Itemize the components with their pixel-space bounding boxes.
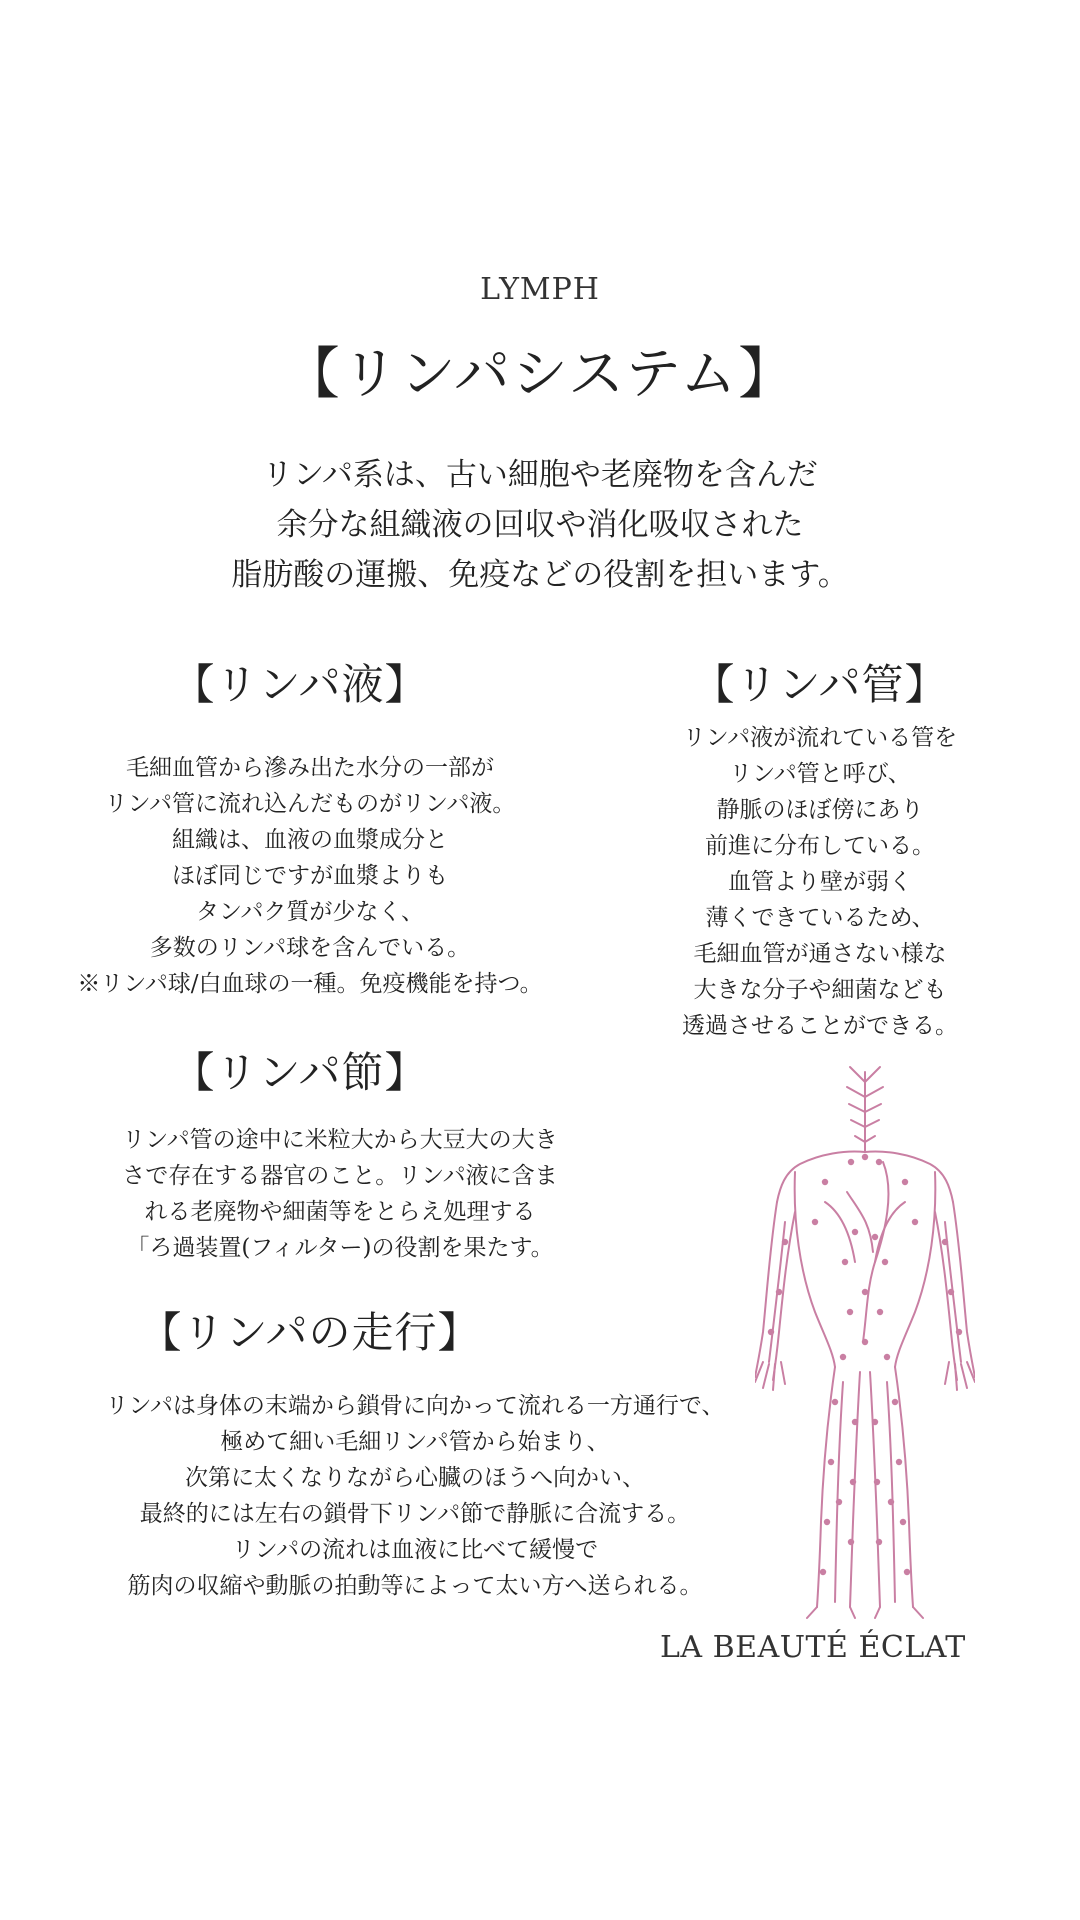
lymph-node-dot xyxy=(850,1479,856,1485)
text-line: 透過させることができる。 xyxy=(682,1013,958,1039)
text-line: リンパ液が流れている管を xyxy=(682,725,958,751)
lymph-node-dot xyxy=(782,1239,788,1245)
lymph-node-dot xyxy=(912,1219,918,1225)
section-text-lymph-fluid xyxy=(20,750,600,1002)
text-line: 最終的には左右の鎖骨下リンパ節で静脈に合流する。 xyxy=(139,1501,691,1527)
text-line: リンパ管に流れ込んだものがリンパ液。 xyxy=(104,791,516,817)
section-text-lymph-node xyxy=(40,1122,640,1266)
lymph-node-dot xyxy=(847,1309,853,1315)
lymph-node-dot xyxy=(874,1479,880,1485)
lymph-node-dot xyxy=(828,1459,834,1465)
text-line: 筋肉の収縮や動脈の拍動等によって太い方へ送られる。 xyxy=(127,1573,703,1599)
section-text-lymph-vessel xyxy=(620,720,1020,1044)
section-heading-lymph-flow: 【リンパの走行】 xyxy=(139,1308,481,1357)
section-heading-lymph-node: 【リンパ節】 xyxy=(172,1048,428,1097)
intro-line: 脂肪酸の運搬、免疫などの役割を担います。 xyxy=(231,557,849,593)
text-line: 多数のリンパ球を含んでいる。 xyxy=(149,935,471,961)
lymph-node-dot xyxy=(824,1519,830,1525)
text-line: 静脈のほぼ傍にあり xyxy=(716,797,924,823)
lymph-node-dot xyxy=(820,1569,826,1575)
lymph-node-dot xyxy=(902,1179,908,1185)
lymph-node-dot xyxy=(842,1259,848,1265)
lymphatic-body-illustration-icon xyxy=(755,1062,975,1622)
lymph-node-dot xyxy=(832,1399,838,1405)
lymph-node-dot xyxy=(882,1259,888,1265)
lymph-node-dot xyxy=(956,1329,962,1335)
text-line: 組織は、血液の血漿成分と xyxy=(172,827,448,853)
text-line: 毛細血管から滲み出た水分の一部が xyxy=(126,755,494,781)
lymph-node-dot xyxy=(876,1159,882,1165)
lymph-node-dot xyxy=(942,1239,948,1245)
text-line: リンパ管と呼び、 xyxy=(729,761,911,787)
lymph-node-dot xyxy=(862,1289,868,1295)
lymph-node-dot xyxy=(900,1519,906,1525)
brand-logo-text: LA BEAUTÉ ÉCLAT xyxy=(660,1630,966,1665)
text-line: ほぼ同じですが血漿よりも xyxy=(172,863,448,889)
lymph-node-dot xyxy=(840,1354,846,1360)
intro-line: リンパ系は、古い細胞や老廃物を含んだ xyxy=(262,457,818,493)
lymph-node-dot xyxy=(872,1419,878,1425)
lymph-node-dot xyxy=(892,1399,898,1405)
lymph-node-dot xyxy=(768,1329,774,1335)
text-line: 極めて細い毛細リンパ管から始まり、 xyxy=(220,1429,610,1455)
lymph-node-dot xyxy=(836,1499,842,1505)
text-line: 次第に太くなりながら心臓のほうへ向かい、 xyxy=(185,1465,645,1491)
text-line: ※リンパ球/白血球の一種。免疫機能を持つ。 xyxy=(77,971,543,997)
text-line: 「ろ過装置(フィルター)の役割を果たす。 xyxy=(126,1235,554,1261)
text-line: 血管より壁が弱く xyxy=(728,869,912,895)
text-line: さで存在する器官のこと。リンパ液に含ま xyxy=(122,1163,558,1189)
lymph-node-dot xyxy=(848,1159,854,1165)
lymph-node-dot xyxy=(776,1289,782,1295)
text-line: リンパ管の途中に米粒大から大豆大の大き xyxy=(122,1127,558,1153)
lymph-node-dot xyxy=(848,1539,854,1545)
lymph-node-dot xyxy=(862,1154,868,1160)
lymph-node-dot xyxy=(896,1459,902,1465)
section-heading-lymph-fluid: 【リンパ液】 xyxy=(172,660,428,709)
section-heading-lymph-vessel: 【リンパ管】 xyxy=(692,660,948,709)
lymph-node-dot xyxy=(888,1499,894,1505)
lymph-node-dot xyxy=(872,1234,878,1240)
page-title: 【リンパシステム】 xyxy=(283,342,797,407)
lymph-node-dot xyxy=(852,1419,858,1425)
intro-paragraph xyxy=(0,450,1080,600)
text-line: タンパク質が少なく、 xyxy=(196,899,424,925)
lymph-node-dot xyxy=(876,1539,882,1545)
lymph-node-dot xyxy=(884,1354,890,1360)
text-line: 毛細血管が通さない様な xyxy=(693,941,947,967)
lymph-node-dot xyxy=(862,1339,868,1345)
lymph-node-dot xyxy=(877,1309,883,1315)
text-line: 薄くできているため、 xyxy=(705,905,935,931)
lymph-node-dot xyxy=(822,1179,828,1185)
eyebrow-label: LYMPH xyxy=(480,272,600,307)
text-line: リンパは身体の末端から鎖骨に向かって流れる一方通行で、 xyxy=(105,1393,725,1419)
text-line: 大きな分子や細菌なども xyxy=(693,977,947,1003)
lymph-node-dot xyxy=(812,1219,818,1225)
section-text-lymph-flow xyxy=(20,1388,810,1604)
lymph-node-dot xyxy=(948,1289,954,1295)
text-line: れる老廃物や細菌等をとらえ処理する xyxy=(144,1199,536,1225)
intro-line: 余分な組織液の回収や消化吸収された xyxy=(276,507,804,543)
lymph-node-dot xyxy=(904,1569,910,1575)
text-line: 前進に分布している。 xyxy=(705,833,935,859)
text-line: リンパの流れは血液に比べて緩慢で xyxy=(231,1537,599,1563)
lymph-node-dot xyxy=(852,1229,858,1235)
